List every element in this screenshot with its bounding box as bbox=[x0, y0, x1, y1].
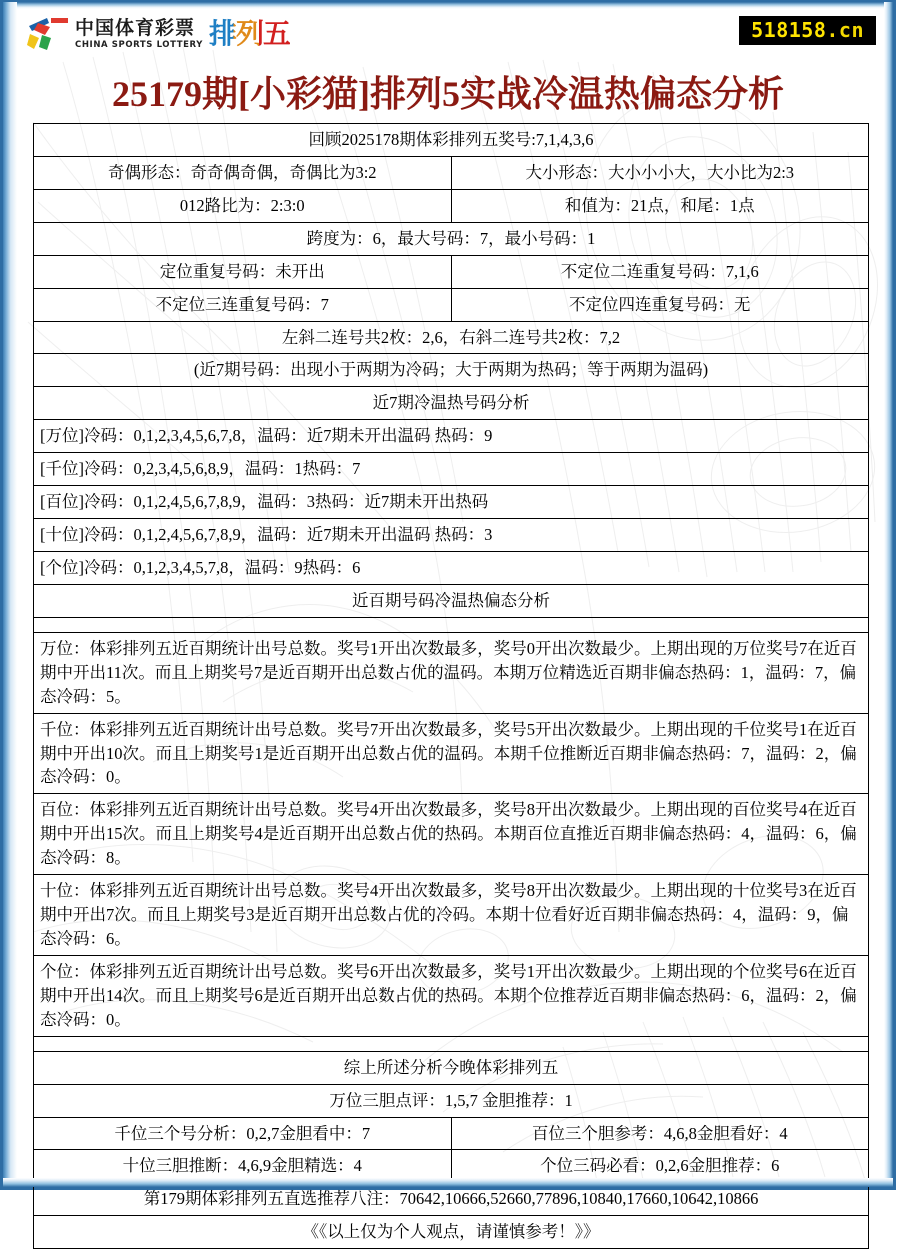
table-spacer-cell bbox=[34, 1036, 869, 1051]
hundred-section-title: 近百期号码冷温热偏态分析 bbox=[34, 584, 869, 617]
odd-even-form: 奇偶形态：奇奇偶奇偶，奇偶比为3:2 bbox=[34, 156, 452, 189]
table-spacer-row bbox=[34, 617, 869, 632]
table-row bbox=[34, 156, 869, 189]
brand-en-label: CHINA SPORTS LOTTERY bbox=[75, 39, 203, 50]
table-row bbox=[34, 1084, 869, 1117]
summary-bai: 百位三个胆参考：4,6,8金胆看好：4 bbox=[451, 1117, 869, 1150]
diagonal-pairs: 左斜二连号共2枚：2,6，右斜二连号共2枚：7,2 bbox=[34, 321, 869, 354]
game-name-label: 排列五 bbox=[209, 14, 290, 54]
table-row bbox=[34, 713, 869, 794]
table-row bbox=[34, 222, 869, 255]
recent7-ge: [个位]冷码：0,1,2,3,4,5,7,8，温码：9热码：6 bbox=[34, 551, 869, 584]
summary-section-title: 综上所述分析今晚体彩排列五 bbox=[34, 1051, 869, 1084]
summary-shi: 十位三胆推断：4,6,9金胆精选：4 bbox=[34, 1150, 452, 1183]
recent7-section-title: 近7期冷温热号码分析 bbox=[34, 387, 869, 420]
recommended-picks: 第179期体彩排列五直选推荐八注：70642,10666,52660,77896,10840,17660,10642,10866 bbox=[34, 1183, 869, 1216]
table-row bbox=[34, 584, 869, 617]
site-url-tld: .cn bbox=[826, 18, 864, 42]
review-headline: 回顾2025178期体彩排列五奖号:7,1,4,3,6 bbox=[34, 124, 869, 157]
sum-value: 和值为：21点，和尾：1点 bbox=[451, 189, 869, 222]
recent7-wan: [万位]冷码：0,1,2,3,4,5,6,7,8，温码：近7期未开出温码 热码：9 bbox=[34, 420, 869, 453]
table-row bbox=[34, 955, 869, 1036]
table-row bbox=[34, 1216, 869, 1249]
lottery-logo bbox=[25, 12, 290, 56]
table-row bbox=[34, 124, 869, 157]
table-row bbox=[34, 1051, 869, 1084]
site-url-badge bbox=[739, 16, 876, 45]
unfixed-four-repeat: 不定位四连重复号码：无 bbox=[451, 288, 869, 321]
table-row bbox=[34, 1183, 869, 1216]
sports-lottery-swoosh-icon bbox=[25, 14, 71, 54]
recent7-bai: [百位]冷码：0,1,2,4,5,6,7,8,9，温码：3热码：近7期未开出热码 bbox=[34, 486, 869, 519]
summary-ge: 个位三码必看：0,2,6金胆推荐：6 bbox=[451, 1150, 869, 1183]
size-form: 大小形态：大小小小大，大小比为2:3 bbox=[451, 156, 869, 189]
span-value: 跨度为：6，最大号码：7，最小号码：1 bbox=[34, 222, 869, 255]
recent7-shi: [十位]冷码：0,1,2,4,5,6,7,8,9，温码：近7期未开出温码 热码：3 bbox=[34, 519, 869, 552]
table-row bbox=[34, 486, 869, 519]
table-row bbox=[34, 321, 869, 354]
page-header bbox=[3, 2, 893, 70]
table-row bbox=[34, 387, 869, 420]
table-row bbox=[34, 551, 869, 584]
road-012-ratio: 012路比为：2:3:0 bbox=[34, 189, 452, 222]
analysis-table bbox=[33, 123, 869, 1249]
legend-note: (近7期号码：出现小于两期为冷码；大于两期为热码；等于两期为温码) bbox=[34, 354, 869, 387]
table-row bbox=[34, 288, 869, 321]
table-row bbox=[34, 189, 869, 222]
page-title: 25179期[小彩猫]排列5实战冷温热偏态分析 bbox=[112, 74, 784, 114]
hundred-para-qian: 千位：体彩排列五近百期统计出号总数。奖号7开出次数最多，奖号5开出次数最少。上期出现的千位奖号1在近百期中开出10次。而且上期奖号1是近百期开出总数占优的温码。本期千位推断近百期非偏态热码：7，温码：2，偏态冷码：0。 bbox=[34, 713, 869, 794]
table-spacer-row bbox=[34, 1036, 869, 1051]
unfixed-two-repeat: 不定位二连重复号码：7,1,6 bbox=[451, 255, 869, 288]
fixed-repeat: 定位重复号码：未开出 bbox=[34, 255, 452, 288]
summary-wan: 万位三胆点评：1,5,7 金胆推荐：1 bbox=[34, 1084, 869, 1117]
table-row bbox=[34, 1117, 869, 1150]
table-row bbox=[34, 453, 869, 486]
table-row bbox=[34, 794, 869, 875]
disclaimer-note: 《《以上仅为个人观点，请谨慎参考！》》 bbox=[34, 1216, 869, 1249]
analysis-table-wrapper bbox=[3, 123, 893, 1249]
hundred-para-wan: 万位：体彩排列五近百期统计出号总数。奖号1开出次数最多，奖号0开出次数最少。上期出现的万位奖号7在近百期中开出11次。而且上期奖号7是近百期开出总数占优的温码。本期万位精选近百期非偏态热码：1，温码：7，偏态冷码：5。 bbox=[34, 632, 869, 713]
table-row bbox=[34, 519, 869, 552]
unfixed-three-repeat: 不定位三连重复号码：7 bbox=[34, 288, 452, 321]
table-spacer-cell bbox=[34, 617, 869, 632]
recent7-qian: [千位]冷码：0,2,3,4,5,6,8,9，温码：1热码：7 bbox=[34, 453, 869, 486]
site-url-main: 518158 bbox=[751, 18, 827, 42]
table-row bbox=[34, 632, 869, 713]
summary-qian: 千位三个号分析：0,2,7金胆看中：7 bbox=[34, 1117, 452, 1150]
brand-cn-label: 中国体育彩票 bbox=[75, 16, 196, 39]
page-inner bbox=[3, 2, 893, 1242]
lottery-brand-text bbox=[75, 16, 203, 50]
hundred-para-bai: 百位：体彩排列五近百期统计出号总数。奖号4开出次数最多，奖号8开出次数最少。上期出现的百位奖号4在近百期中开出15次。而且上期奖号4是近百期开出总数占优的热码。本期百位直推近百期非偏态热码：4，温码：6，偏态冷码：8。 bbox=[34, 794, 869, 875]
hundred-para-ge: 个位：体彩排列五近百期统计出号总数。奖号6开出次数最多，奖号1开出次数最少。上期出现的个位奖号6在近百期中开出14次。而且上期奖号6是近百期开出总数占优的热码。本期个位推荐近百期非偏态热码：6，温码：2，偏态冷码：0。 bbox=[34, 955, 869, 1036]
hundred-para-shi: 十位：体彩排列五近百期统计出号总数。奖号4开出次数最多，奖号8开出次数最少。上期出现的十位奖号3在近百期中开出7次。而且上期奖号3是近百期开出总数占优的冷码。本期十位看好近百期非偏态热码：4，温码：9，偏态冷码：6。 bbox=[34, 875, 869, 956]
table-row bbox=[34, 255, 869, 288]
table-row bbox=[34, 420, 869, 453]
table-row bbox=[34, 875, 869, 956]
table-row bbox=[34, 1150, 869, 1183]
table-row bbox=[34, 354, 869, 387]
